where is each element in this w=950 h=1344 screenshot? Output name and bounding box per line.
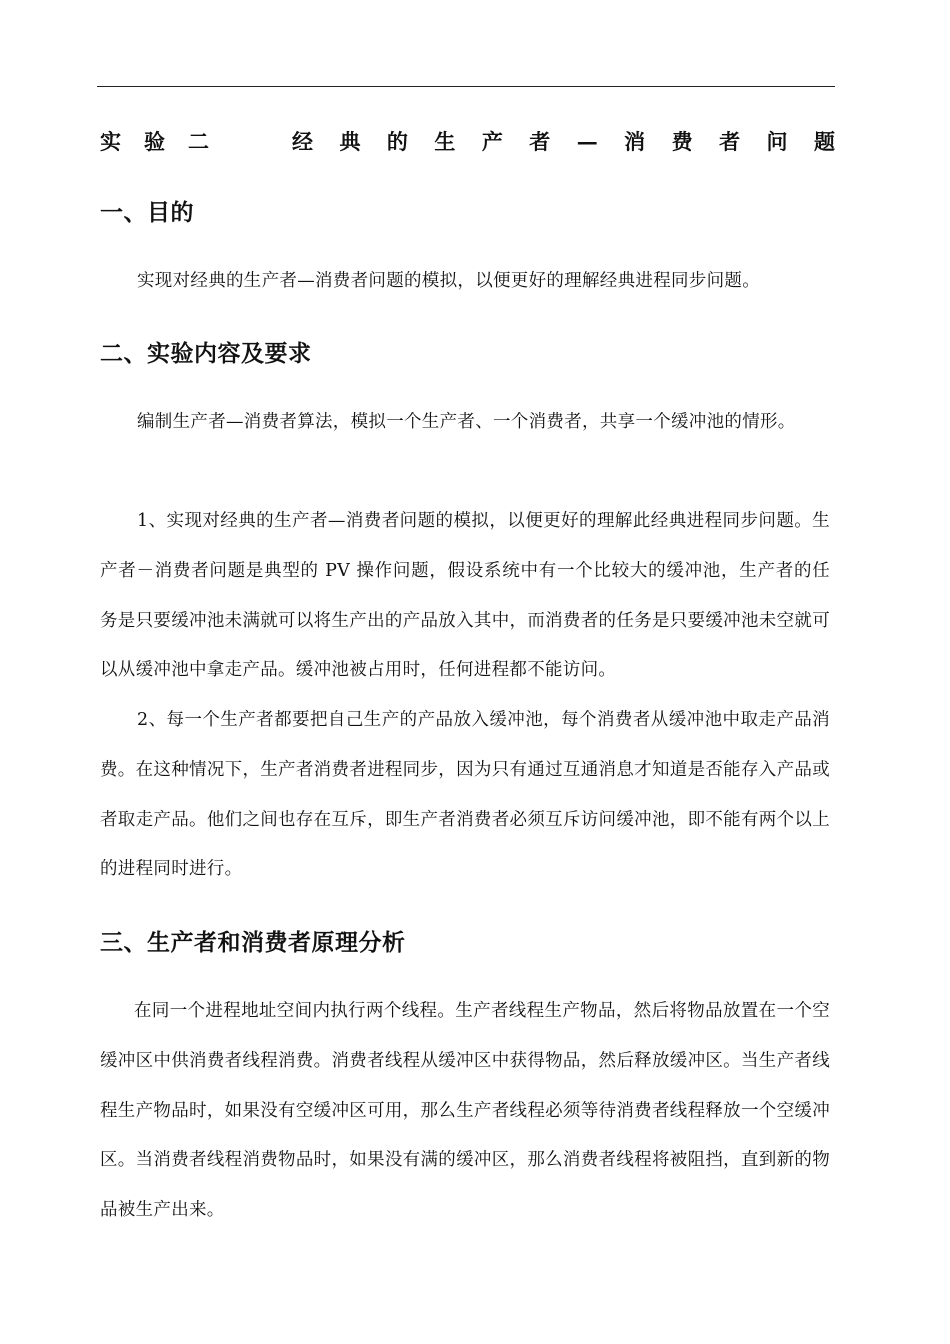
analysis-paragraph: 在同一个进程地址空间内执行两个线程。生产者线程生产物品，然后将物品放置在一个空缓冲区中供消费者线程消费。消费者线程从缓冲区中获得物品，然后释放缓冲区。当生产者线程生产物品时，如果没有空缓冲区可用，那么生产者线程必须等待消费者线程释放一个空缓冲区。当消费者线程消费物品时，如果没有满的缓冲区，那么消费者线程将被阻挡，直到新的物品被生产出来。: [100, 1001, 830, 1221]
header-rule: [97, 86, 835, 87]
experiment-number: 实验二: [100, 129, 232, 154]
section-heading-content: 二、实验内容及要求: [100, 341, 312, 367]
experiment-title: 经典的生产者—消费者问题: [292, 129, 835, 154]
content-paragraph-intro: 编制生产者—消费者算法，模拟一个生产者、一个消费者，共享一个缓冲池的情形。: [137, 412, 796, 432]
content-paragraph-1: 1、实现对经典的生产者—消费者问题的模拟，以便更好的理解此经典进程同步问题。生产者－消费者问题是典型的 PV 操作问题，假设系统中有一个比较大的缓冲池，生产者的任务是只要缓冲池未满就可以将生产出的产品放入其中，而消费者的任务是只要缓冲池未空就可以从缓冲池中拿走产品。缓冲池被占用时，任何进程都不能访问。: [100, 511, 830, 681]
document-title: [100, 124, 835, 160]
content-paragraph-2: 2、每一个生产者都要把自己生产的产品放入缓冲池，每个消费者从缓冲池中取走产品消费。在这种情况下，生产者消费者进程同步，因为只有通过互通消息才知道是否能存入产品或者取走产品。他们之间也存在互斥，即生产者消费者必须互斥访问缓冲池，即不能有两个以上的进程同时进行。: [100, 710, 830, 880]
purpose-paragraph: 实现对经典的生产者—消费者问题的模拟，以便更好的理解经典进程同步问题。: [137, 271, 760, 291]
section-heading-analysis: 三、生产者和消费者原理分析: [100, 930, 406, 956]
section-heading-purpose: 一、目的: [100, 200, 194, 226]
